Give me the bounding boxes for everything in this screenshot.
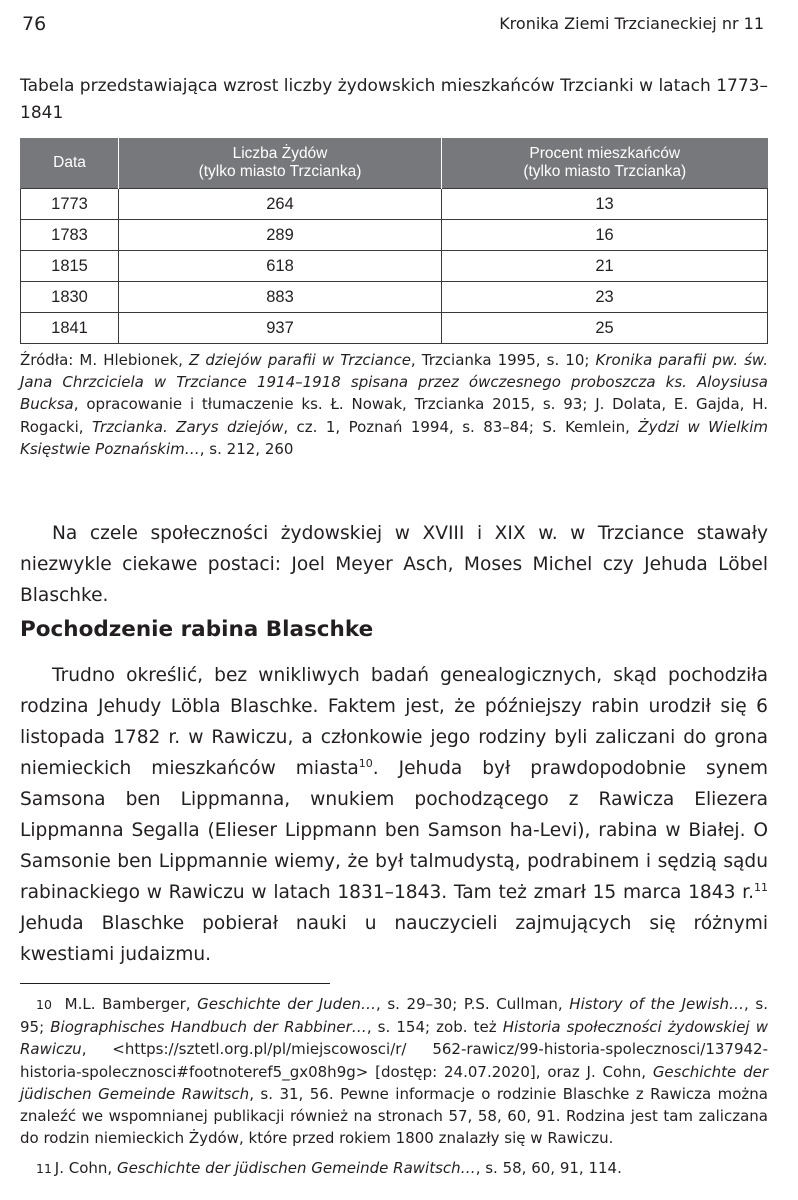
footnote-title: Historia społeczności żydowskiej w Rawiczu <box>20 1018 768 1059</box>
cell-year: 1830 <box>21 282 119 313</box>
cell-jews: 264 <box>119 189 442 220</box>
sources-text: Źródła: M. Hlebionek, <box>20 351 190 369</box>
table-caption: Tabela przedstawiająca wzrost liczby żydowskich mieszkańców Trzcianki w latach 1773–1841 <box>20 76 768 123</box>
footnote-title: Geschichte der jüdischen Gemeinde Rawitsch <box>20 1062 768 1103</box>
header-percent <box>442 138 768 189</box>
cell-year: 1783 <box>21 220 119 251</box>
cell-year: 1815 <box>21 251 119 282</box>
cell-year: 1841 <box>21 313 119 344</box>
cell-jews: 937 <box>119 313 442 344</box>
footnote-text: , <https://sztetl.org.pl/pl/miejscowosci/r/ 562-rawicz/99-historia-spolecznosci/137942-historia-spolecznosci#footnoteref5_gx08h9g> [dostęp: 24.07.2020], oraz J. Cohn, <box>20 1040 768 1081</box>
cell-percent: 25 <box>442 313 768 344</box>
header-jews-count <box>119 138 442 189</box>
sources-title: Kronika parafii pw. św. Jana Chrzciciela w Trzciance 1914–1918 spisana przez ówczesnego proboszcza ks. Aloysiusa Bucksa <box>20 351 768 414</box>
cell-jews: 883 <box>119 282 442 313</box>
footnote-text: , s. 154; zob. też <box>366 1018 503 1037</box>
footnote-title: Biographisches Handbuch der Rabbiner… <box>50 1018 367 1037</box>
header-jews-line2: (tylko miasto Trzcianka) <box>198 163 362 180</box>
paragraph-text: Trudno określić, bez wnikliwych badań genealogicznych, skąd pochodziła rodzina Jehudy Löbla Blaschke. Faktem jest, że późniejszy rabin urodził się 6 listopada 1782 r. w Rawiczu, a członkowie jego rodziny byli zaliczani do grona niemieckich mieszkańców miasta <box>20 665 768 779</box>
footnote-number: 10 <box>36 997 52 1012</box>
footnote-ref-10[interactable]: 10 <box>358 756 373 770</box>
cell-percent: 13 <box>442 189 768 220</box>
header-percent-line2: (tylko miasto Trzcianka) <box>523 163 687 180</box>
cell-jews: 618 <box>119 251 442 282</box>
cell-jews: 289 <box>119 220 442 251</box>
page-number: 76 <box>22 13 47 35</box>
population-table <box>20 138 768 344</box>
paragraph-text: Jehuda Blaschke pobierał nauki u nauczycieli zajmujących się różnymi kwestiami judaizmu. <box>20 913 768 965</box>
cell-year: 1773 <box>21 189 119 220</box>
sources-text: , opracowanie i tłumaczenie ks. Ł. Nowak, Trzcianka 2015, s. 93; J. Dolata, E. Gajda, H. Rogacki, <box>20 395 768 436</box>
table-row <box>21 220 768 251</box>
sources-title: Żydzi w Wielkim Księstwie Poznańskim… <box>20 417 769 458</box>
sources-title: Trzcianka. Zarys dziejów <box>91 417 284 436</box>
footnote-text: , s. 29–30; P.S. Cullman, <box>375 995 570 1013</box>
table-sources <box>20 349 768 460</box>
footnote-text: M.L. Bamberger, <box>64 995 198 1013</box>
table-header-row <box>21 138 768 189</box>
footnote-divider <box>20 983 330 984</box>
footnote-ref-11[interactable]: 11 <box>754 880 768 894</box>
footnote-10 <box>20 993 768 1149</box>
cell-percent: 21 <box>442 251 768 282</box>
sources-title: Z dziejów parafii w Trzciance <box>189 351 411 369</box>
footnote-text: , s. 31, 56. Pewne informacje o rodzinie Blaschke z Rawicza można znaleźć we wspomnianej publikacji również na stronach 57, 58, 60, 91. Rodzina jest tam zaliczana do rodzin niemieckich Żydów, które przed rokiem 1800 znalazły się w Rawiczu. <box>20 1084 768 1148</box>
running-title: Kronika Ziemi Trzcianeckiej nr 11 <box>499 14 764 33</box>
table-row <box>21 251 768 282</box>
section-heading: Pochodzenie rabina Blaschke <box>20 617 374 642</box>
footnote-text: J. Cohn, <box>54 1159 117 1177</box>
sources-text: , Trzcianka 1995, s. 10; <box>410 351 596 369</box>
footnote-title: History of the Jewish… <box>569 995 745 1013</box>
footnote-title: Geschichte der jüdischen Gemeinde Rawitsch… <box>116 1159 476 1177</box>
header-jews-line1: Liczba Żydów <box>232 145 328 162</box>
header-date: Data <box>21 138 119 189</box>
cell-percent: 23 <box>442 282 768 313</box>
footnote-text: , s. 58, 60, 91, 114. <box>475 1159 622 1177</box>
body-paragraph <box>20 660 768 970</box>
footnote-text: , s. 95; <box>20 995 768 1037</box>
footnote-number: 11 <box>36 1161 52 1176</box>
sources-text: , cz. 1, Poznań 1994, s. 83–84; S. Kemlein, <box>283 417 639 436</box>
cell-percent: 16 <box>442 220 768 251</box>
header-percent-line1: Procent mieszkańców <box>529 145 681 162</box>
footnote-11 <box>20 1157 768 1180</box>
footnote-title: Geschichte der Juden… <box>197 995 376 1013</box>
sources-text: , s. 212, 260 <box>199 439 294 458</box>
table-row <box>21 282 768 313</box>
paragraph-text: . Jehuda był prawdopodobnie synem Samsona ben Lippmanna, wnukiem pochodzącego z Rawicza Eliezera Lippmanna Segalla (Elieser Lippmann ben Samson ha-Levi), rabina w Białej. O Samsonie ben Lippmannie wiemy, że był talmudystą, podrabinem i sędzią sądu rabinackiego w Rawiczu w latach 1831–1843. Tam też zmarł 15 marca 1843 r. <box>20 758 769 903</box>
intro-paragraph: Na czele społeczności żydowskiej w XVIII i XIX w. w Trzciance stawały niezwykle ciekawe postaci: Joel Meyer Asch, Moses Michel czy Jehuda Löbel Blaschke. <box>20 523 768 606</box>
table-row <box>21 189 768 220</box>
table-row <box>21 313 768 344</box>
